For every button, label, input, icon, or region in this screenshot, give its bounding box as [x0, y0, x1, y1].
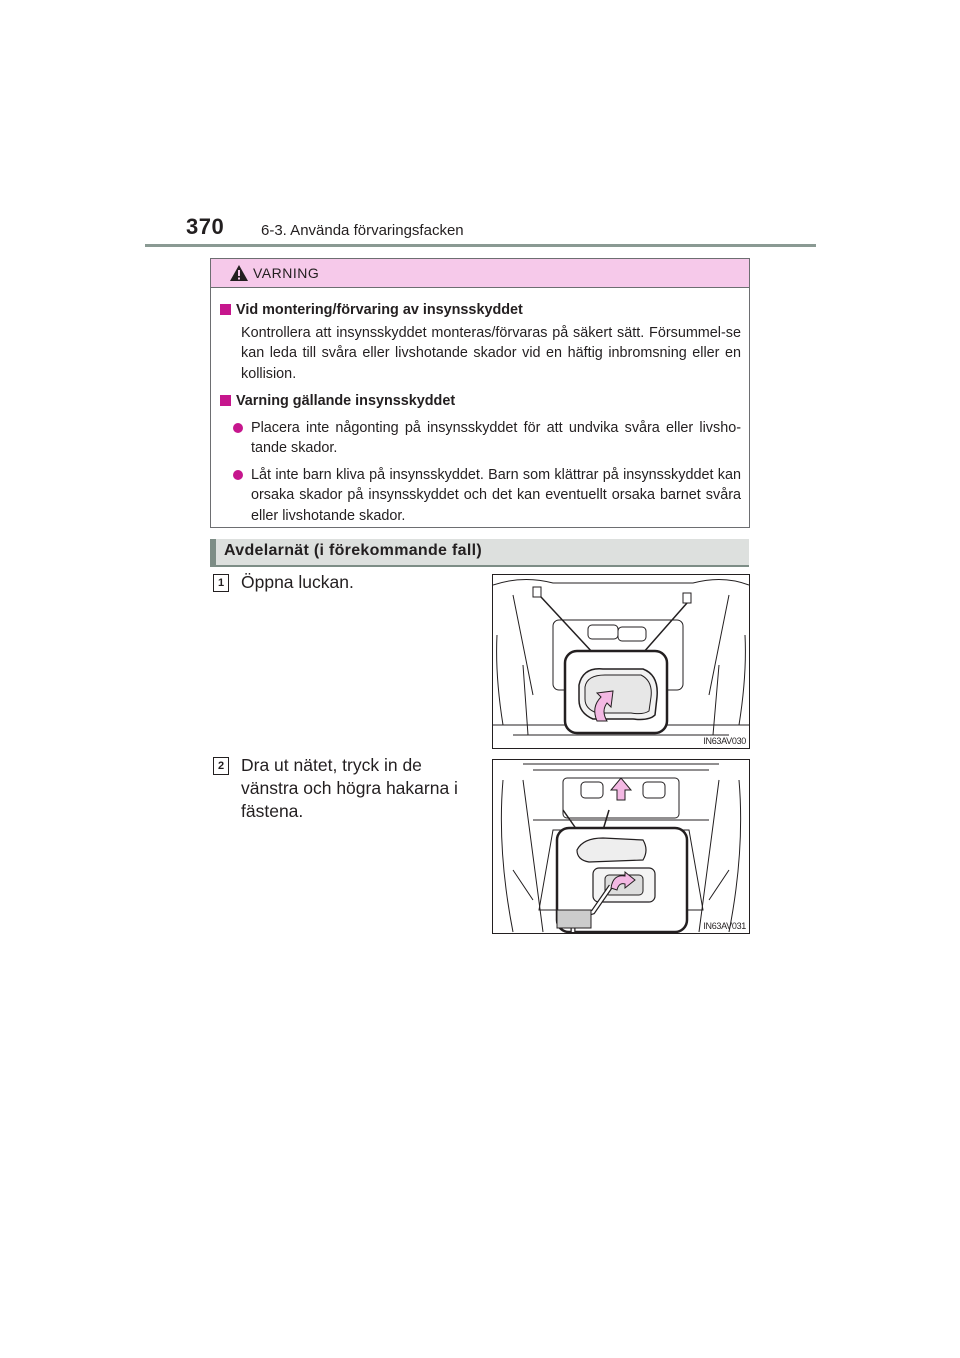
- header-rule: [145, 244, 816, 247]
- round-bullet-icon: [233, 423, 243, 433]
- warning-topic-title: Vid montering/förvaring av insynsskyddet: [220, 300, 741, 321]
- warning-label: VARNING: [253, 265, 320, 281]
- square-bullet-icon: [220, 304, 231, 315]
- cargo-area-illustration: [493, 760, 749, 933]
- step-text-2: Dra ut nätet, tryck in de vänstra och högra hakarna i fästena.: [241, 755, 458, 821]
- step-number-1: 1: [213, 574, 229, 592]
- step-text-1: Öppna luckan.: [241, 572, 354, 592]
- subsection-title: Avdelarnät (i förekommande fall): [224, 542, 482, 559]
- rear-seat-illustration: [493, 575, 749, 748]
- round-bullet-icon: [233, 470, 243, 480]
- warning-box: [210, 258, 750, 528]
- step-number-2: 2: [213, 757, 229, 775]
- warning-bullet: Låt inte barn kliva på insynsskyddet. Barn som klättrar på insynsskyddet kan orsaka skador på insynsskyddet och det kan eventuellt orsaka barnet svåra eller livshotande skador.: [230, 465, 741, 527]
- figure-code: IN63AV031: [703, 921, 746, 931]
- subsection-bar: [210, 539, 216, 567]
- figure-open-lid: [492, 574, 750, 749]
- warning-triangle-icon: [229, 264, 249, 282]
- subsection-header: [210, 539, 749, 567]
- figure-attach-net: [492, 759, 750, 934]
- warning-bullet: Placera inte någonting på insynsskyddet för att undvika svåra eller livsho-tande skador.: [230, 418, 741, 459]
- warning-topic-title: Varning gällande insynsskyddet: [220, 391, 741, 412]
- up-arrow-icon: [611, 778, 631, 800]
- square-bullet-icon: [220, 395, 231, 406]
- section-title: 6-3. Använda förvaringsfacken: [261, 222, 464, 239]
- figure-code: IN63AV030: [703, 736, 746, 746]
- page-number: 370: [186, 214, 225, 239]
- warning-body: [211, 288, 749, 526]
- warning-header: [211, 259, 749, 288]
- warning-topic-text: Kontrollera att insynsskyddet monteras/förvaras på säkert sätt. Försummel-se kan leda till svåra eller livshotande skador vid en häftig inbromsning eller en kollision.: [241, 324, 741, 382]
